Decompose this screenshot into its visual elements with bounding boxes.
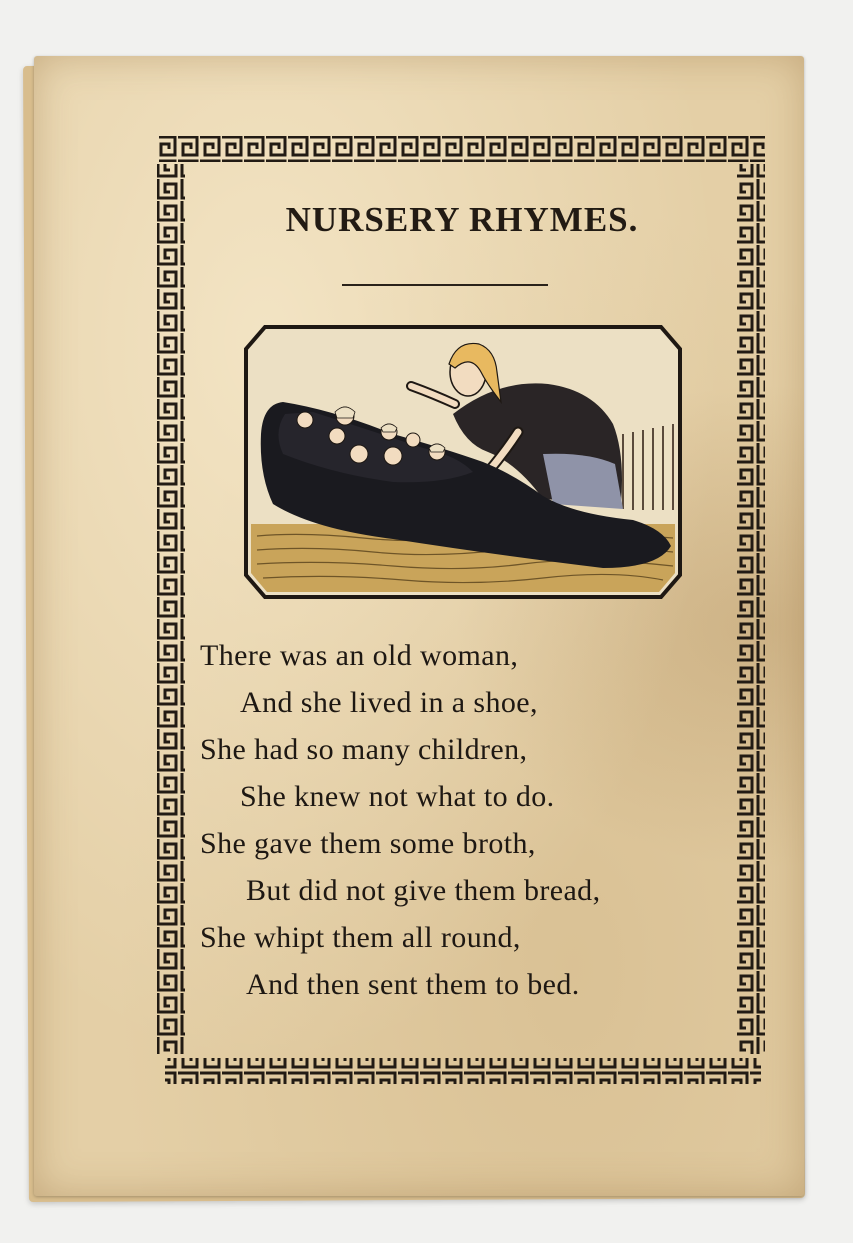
verse-line: She whipt them all round, bbox=[200, 921, 521, 954]
verse-line: She had so many children, bbox=[200, 733, 528, 766]
verse-line: She knew not what to do. bbox=[240, 780, 555, 813]
verse-line: And she lived in a shoe, bbox=[240, 686, 538, 719]
old-woman-in-shoe-illustration bbox=[243, 324, 683, 600]
verse-line: But did not give them bread, bbox=[246, 874, 601, 907]
page-title: NURSERY RHYMES. bbox=[285, 200, 639, 239]
verse-line: There was an old woman, bbox=[200, 639, 519, 672]
verse-line: She gave them some broth, bbox=[200, 827, 536, 860]
title-rule bbox=[342, 284, 548, 286]
rhyme-verse bbox=[200, 632, 760, 1008]
verse-line: And then sent them to bed. bbox=[246, 968, 580, 1001]
